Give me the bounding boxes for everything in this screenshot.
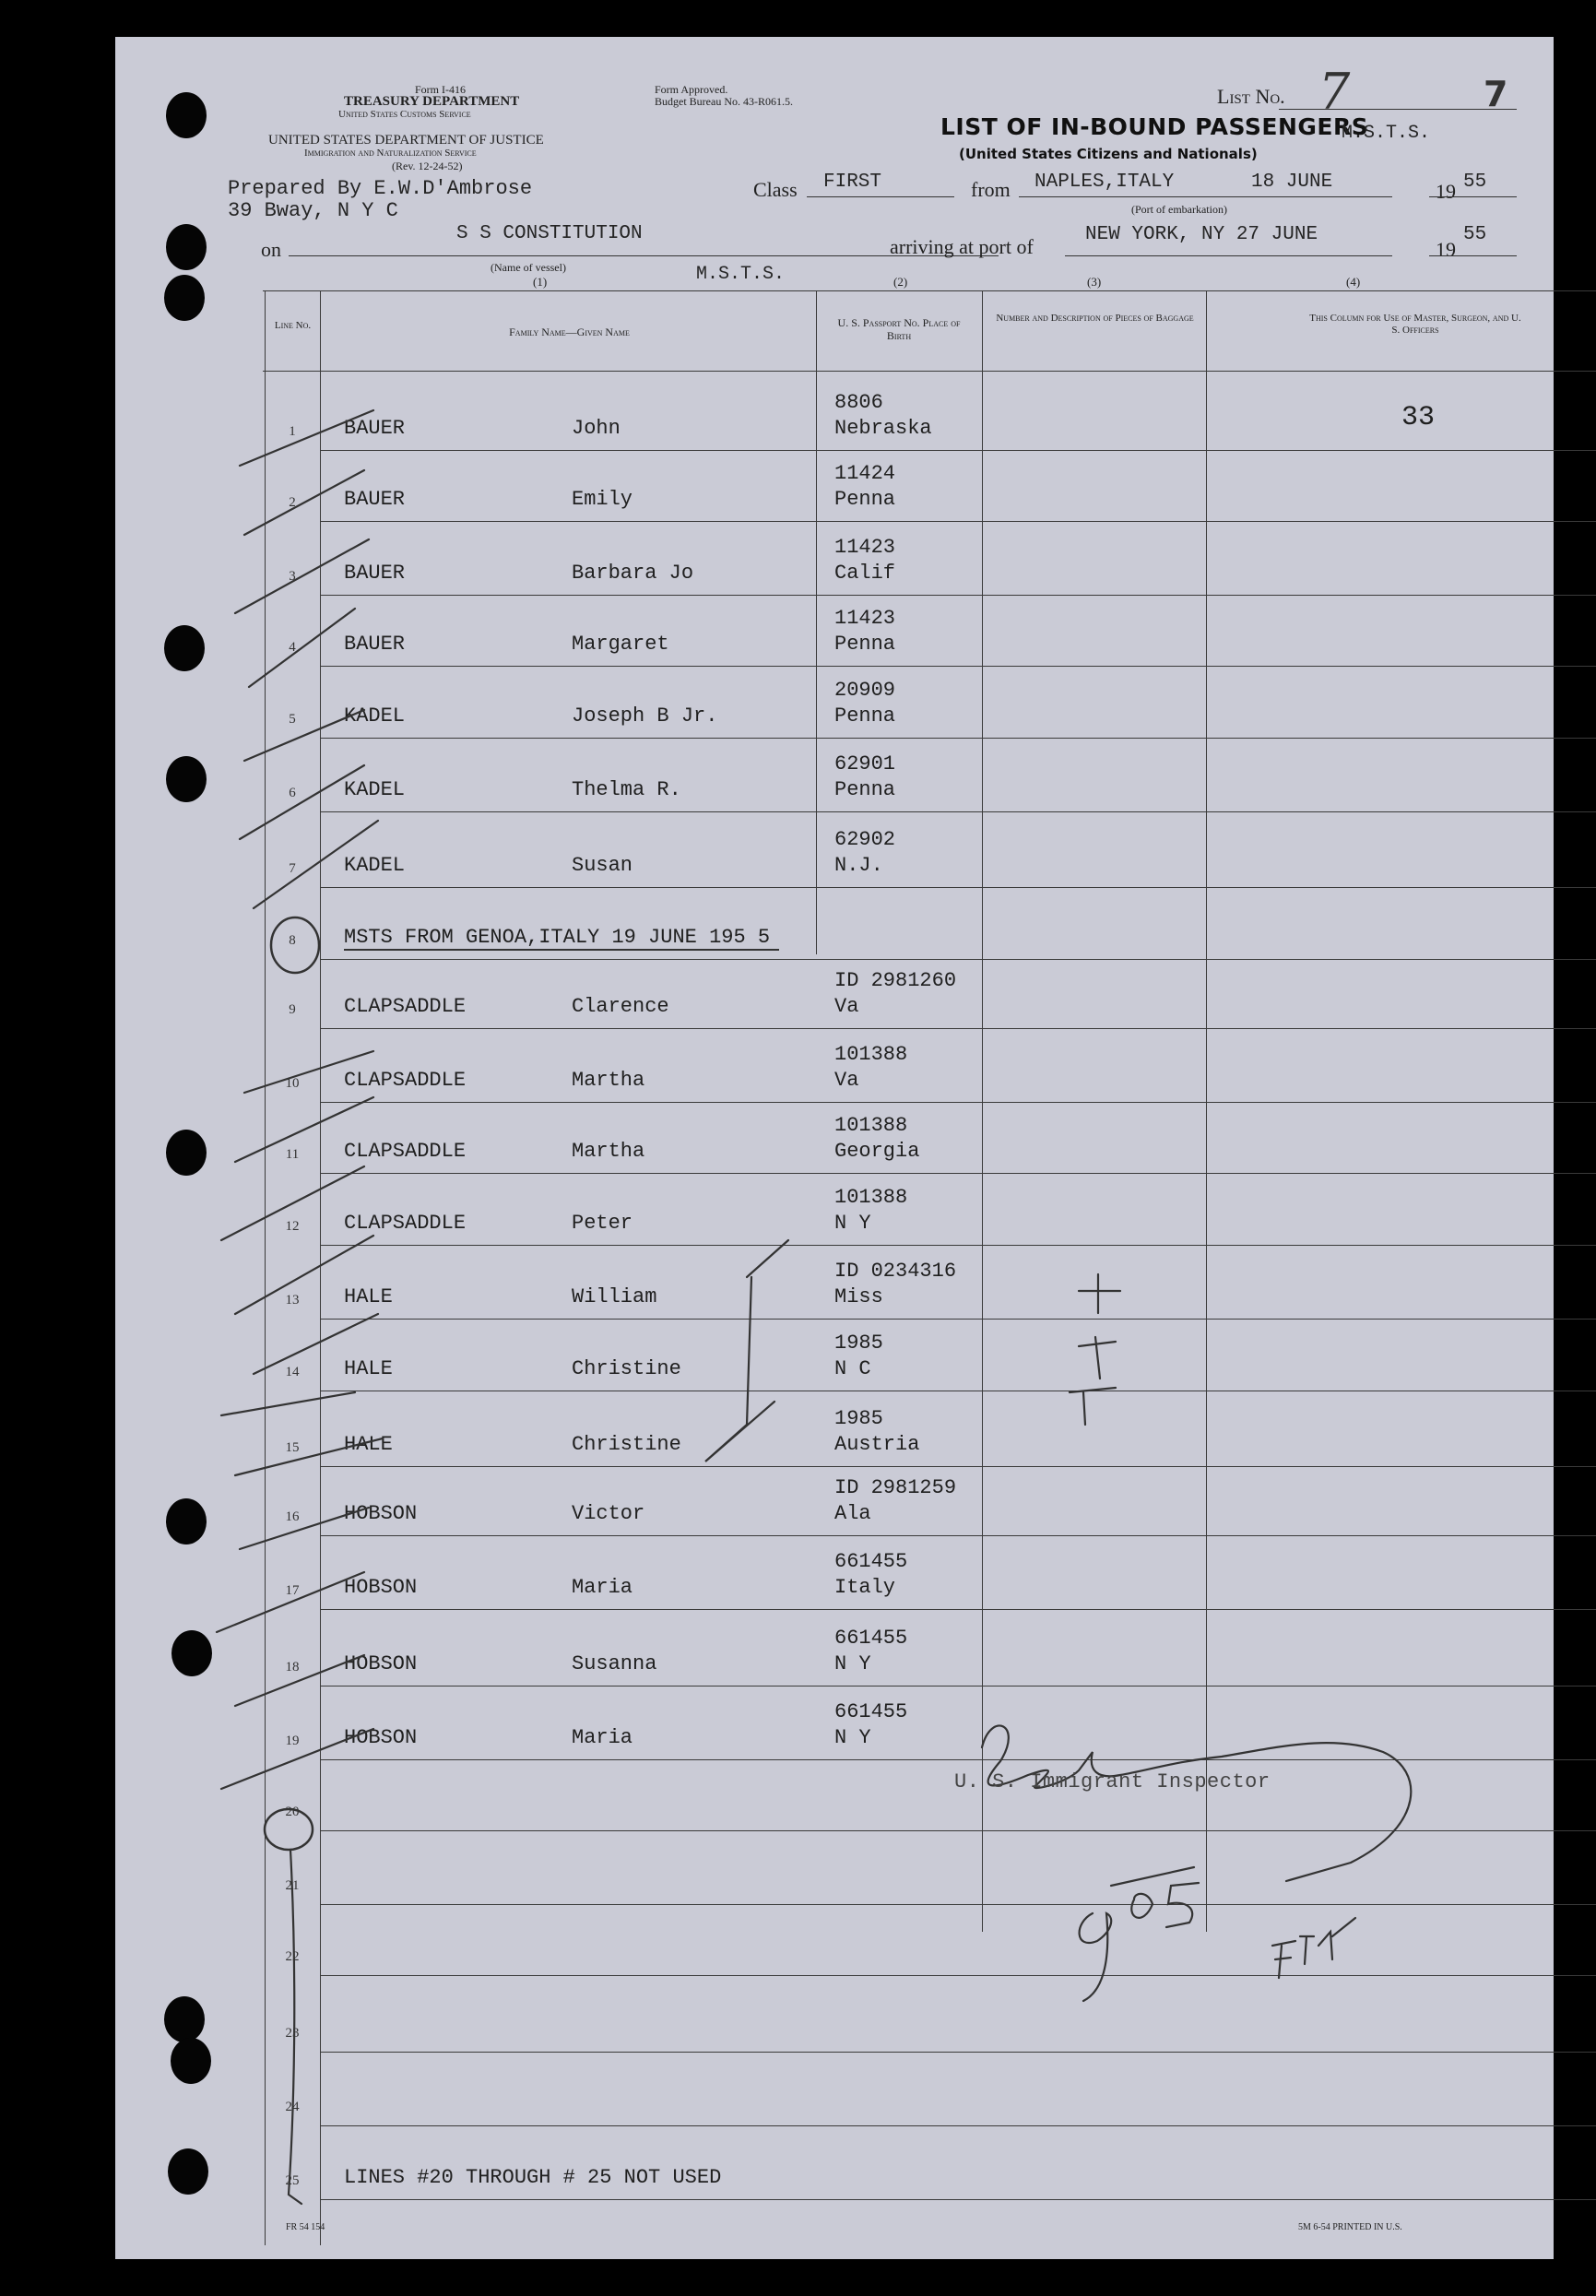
given-name: Susanna [572, 1652, 657, 1675]
place-of-birth: N C [834, 1357, 871, 1380]
prepared-address: 39 Bway, N Y C [228, 199, 398, 222]
vessel-name: S S CONSTITUTION [456, 223, 643, 244]
line-number: 22 [285, 1949, 300, 1964]
passport-number: ID 0234316 [834, 1260, 957, 1283]
place-of-birth: Penna [834, 488, 896, 511]
vessel-caption: (Name of vessel) [491, 261, 566, 274]
agency-justice-sub: Immigration and Naturalization Service [304, 148, 477, 159]
document-subtitle: (United States Citizens and Nationals) [959, 146, 1258, 162]
col-header-passport: U. S. Passport No. Place of Birth [837, 316, 961, 342]
binder-hole [166, 756, 207, 802]
place-of-birth: N Y [834, 1726, 871, 1749]
arrival-port-date: NEW YORK, NY 27 JUNE [1085, 224, 1318, 245]
class-label: Class [753, 178, 798, 201]
family-name: KADEL [344, 704, 406, 728]
prepared-by: Prepared By E.W.D'Ambrose [228, 177, 533, 200]
document-title: LIST OF IN-BOUND PASSENGERS [940, 113, 1369, 140]
check-mark-7 [254, 821, 378, 908]
check-mark-11 [221, 1166, 364, 1240]
line-number: 17 [285, 1583, 300, 1598]
binder-hole [166, 224, 207, 270]
year-1: 55 [1463, 172, 1487, 193]
given-name: Peter [572, 1212, 633, 1235]
family-name: HALE [344, 1433, 393, 1456]
line-number: 18 [285, 1660, 300, 1675]
given-name: Victor [572, 1502, 645, 1525]
line-number: 15 [285, 1440, 300, 1455]
check-mark-16 [240, 1508, 369, 1549]
family-name: BAUER [344, 633, 406, 656]
family-name: HOBSON [344, 1576, 418, 1599]
form-number: Form I-416 [415, 83, 466, 96]
binder-hole [164, 275, 205, 321]
given-name: Susan [572, 854, 633, 877]
col-header-baggage: Number and Description of Pieces of Baggage [996, 313, 1194, 324]
check-mark-1 [240, 410, 373, 466]
given-name: Christine [572, 1357, 681, 1380]
place-of-birth: N Y [834, 1652, 871, 1675]
line-number: 4 [289, 640, 296, 655]
cross-3 [1070, 1388, 1116, 1425]
passport-number: 661455 [834, 1627, 908, 1650]
given-name: Martha [572, 1069, 645, 1092]
line-number: 24 [285, 2100, 300, 2114]
on-label: on [261, 238, 281, 261]
line-number: 1 [289, 424, 296, 439]
year-2: 55 [1463, 224, 1487, 245]
column-number-3: (3) [1087, 275, 1102, 289]
line-number: 19 [285, 1734, 300, 1748]
line-number: 7 [289, 861, 296, 876]
family-name: CLAPSADDLE [344, 1140, 467, 1163]
family-name: HALE [344, 1285, 393, 1308]
line-number: 25 [285, 2173, 300, 2188]
check-mark-18 [235, 1655, 364, 1706]
class-value: FIRST [823, 172, 882, 193]
given-name: John [572, 417, 621, 440]
arriving-label: arriving at port of [890, 235, 1034, 258]
line-number: 11 [285, 1147, 300, 1162]
passport-number: 101388 [834, 1043, 908, 1066]
passport-number: ID 2981259 [834, 1476, 957, 1499]
binder-hole [166, 92, 207, 138]
place-of-birth: Va [834, 1069, 859, 1092]
place-of-birth: Ala [834, 1502, 871, 1525]
check-mark-10 [235, 1097, 373, 1162]
inspector-stamp: U. S. Immigrant Inspector [954, 1770, 1271, 1793]
binder-hole [166, 1498, 207, 1544]
embarkation-date: 18 JUNE [1251, 172, 1333, 193]
binder-hole [168, 2148, 208, 2195]
list-no-label: List No. [1217, 85, 1285, 108]
agency-treasury: TREASURY DEPARTMENT [344, 94, 520, 109]
check-mark-9 [244, 1051, 373, 1093]
passport-number: 101388 [834, 1186, 908, 1209]
list-no-corner: 7 [1484, 74, 1508, 114]
line-number: 14 [285, 1365, 300, 1379]
given-name: Joseph B Jr. [572, 704, 718, 728]
passport-number: 62902 [834, 828, 896, 851]
passport-number: 1985 [834, 1331, 883, 1355]
place-of-birth: Italy [834, 1576, 896, 1599]
year-prefix-2: 19 [1436, 238, 1456, 261]
handwritten-annotations [115, 37, 1554, 2259]
section-note: MSTS FROM GENOA,ITALY 19 JUNE 195 5 [344, 926, 779, 951]
family-name: BAUER [344, 488, 406, 511]
given-name: Thelma R. [572, 778, 681, 801]
passport-number: 661455 [834, 1700, 908, 1723]
place-of-birth: Penna [834, 778, 896, 801]
check-mark-5 [244, 710, 364, 761]
place-of-birth: N Y [834, 1212, 871, 1235]
check-mark-4 [249, 609, 355, 687]
passport-number: ID 2981260 [834, 969, 957, 992]
hale-bracket-2 [705, 1277, 774, 1462]
passport-number: 11424 [834, 462, 896, 485]
check-mark-2 [244, 470, 364, 535]
family-name: KADEL [344, 854, 406, 877]
line-number: 10 [285, 1076, 300, 1091]
col-header-officers: This Column for Use of Master, Surgeon, and U. S. Officers [1309, 313, 1521, 336]
given-name: William [572, 1285, 657, 1308]
given-name: Maria [572, 1726, 633, 1749]
document-page [115, 37, 1554, 2259]
place-of-birth: Calif [834, 562, 896, 585]
section-note: LINES #20 THROUGH # 25 NOT USED [344, 2166, 722, 2189]
column-number-2: (2) [893, 275, 908, 289]
line-number: 3 [289, 569, 296, 584]
family-name: BAUER [344, 562, 406, 585]
binder-hole [171, 2038, 211, 2084]
budget-bureau: Budget Bureau No. 43-R061.5. [655, 95, 793, 108]
family-name: BAUER [344, 417, 406, 440]
cross-1 [1079, 1274, 1120, 1313]
footer-left: FR 54 154 [286, 2222, 325, 2232]
revision-date: (Rev. 12-24-52) [392, 160, 463, 172]
hale-bracket [747, 1240, 788, 1277]
form-approved: Form Approved. [655, 83, 728, 96]
place-of-birth: Miss [834, 1285, 883, 1308]
family-name: KADEL [344, 778, 406, 801]
signature [982, 1725, 1411, 1881]
footer-right: 5M 6-54 PRINTED IN U.S. [1298, 2222, 1402, 2232]
passport-number: 11423 [834, 536, 896, 559]
line-20-25-bracket [289, 1850, 301, 2204]
line-number: 8 [289, 933, 296, 948]
family-name: CLAPSADDLE [344, 1212, 467, 1235]
circle-line-8 [271, 917, 319, 973]
port-of-embarkation: NAPLES,ITALY [1034, 172, 1175, 193]
col-header-name: Family Name—Given Name [509, 325, 630, 338]
given-name: Martha [572, 1140, 645, 1163]
line-number: 9 [289, 1002, 296, 1017]
given-name: Maria [572, 1576, 633, 1599]
passport-number: 8806 [834, 391, 883, 414]
agency-treasury-sub: United States Customs Service [338, 109, 471, 120]
check-mark-14 [221, 1392, 355, 1415]
passport-number: 11423 [834, 607, 896, 630]
family-name: HOBSON [344, 1502, 418, 1525]
handwritten-905 [1080, 1867, 1199, 2001]
list-no-handwritten: 7 [1318, 63, 1351, 121]
line-number: 21 [285, 1878, 300, 1893]
given-name: Barbara Jo [572, 562, 694, 585]
check-mark-6 [240, 765, 364, 839]
place-of-birth: Austria [834, 1433, 920, 1456]
given-name: Emily [572, 488, 633, 511]
vessel-sub: M.S.T.S. [696, 264, 786, 285]
year-prefix-1: 19 [1436, 180, 1456, 203]
check-mark-15 [235, 1438, 383, 1475]
binder-hole [166, 1130, 207, 1176]
col-header-line-no: Line No. [274, 320, 312, 331]
column-number-1: (1) [533, 275, 548, 289]
check-mark-12 [235, 1236, 373, 1314]
check-mark-3 [235, 539, 369, 613]
line-number: 5 [289, 712, 296, 727]
place-of-birth: Va [834, 995, 859, 1018]
line-number: 13 [285, 1293, 300, 1308]
family-name: HOBSON [344, 1652, 418, 1675]
cross-2 [1079, 1337, 1116, 1379]
title-suffix: M.S.T.S. [1342, 123, 1431, 144]
line-number: 23 [285, 2026, 300, 2041]
family-name: HOBSON [344, 1726, 418, 1749]
passport-number: 1985 [834, 1407, 883, 1430]
passport-number: 20909 [834, 679, 896, 702]
given-name: Clarence [572, 995, 669, 1018]
binder-hole [164, 1996, 205, 2042]
line-number: 2 [289, 495, 296, 510]
passport-number: 101388 [834, 1114, 908, 1137]
family-name: HALE [344, 1357, 393, 1380]
passport-number: 62901 [834, 752, 896, 775]
given-name: Margaret [572, 633, 669, 656]
port-embarkation-caption: (Port of embarkation) [1131, 203, 1227, 216]
line-number: 20 [285, 1805, 300, 1819]
check-mark-13 [254, 1314, 378, 1374]
passport-number: 661455 [834, 1550, 908, 1573]
line-number: 12 [285, 1219, 300, 1234]
check-mark-17 [217, 1572, 364, 1632]
column-number-4: (4) [1346, 275, 1361, 289]
binder-hole [171, 1630, 212, 1676]
agency-justice: UNITED STATES DEPARTMENT OF JUSTICE [268, 133, 544, 148]
circle-line-20 [265, 1809, 313, 1850]
family-name: CLAPSADDLE [344, 995, 467, 1018]
given-name: Christine [572, 1433, 681, 1456]
officer-note: 33 [1401, 402, 1436, 433]
binder-hole [164, 625, 205, 671]
place-of-birth: Georgia [834, 1140, 920, 1163]
place-of-birth: N.J. [834, 854, 883, 877]
place-of-birth: Nebraska [834, 417, 932, 440]
place-of-birth: Penna [834, 633, 896, 656]
from-label: from [971, 178, 1011, 201]
check-mark-19 [221, 1729, 373, 1789]
handwritten-initials [1272, 1918, 1355, 1978]
place-of-birth: Penna [834, 704, 896, 728]
family-name: CLAPSADDLE [344, 1069, 467, 1092]
line-number: 16 [285, 1509, 300, 1524]
line-number: 6 [289, 786, 296, 800]
